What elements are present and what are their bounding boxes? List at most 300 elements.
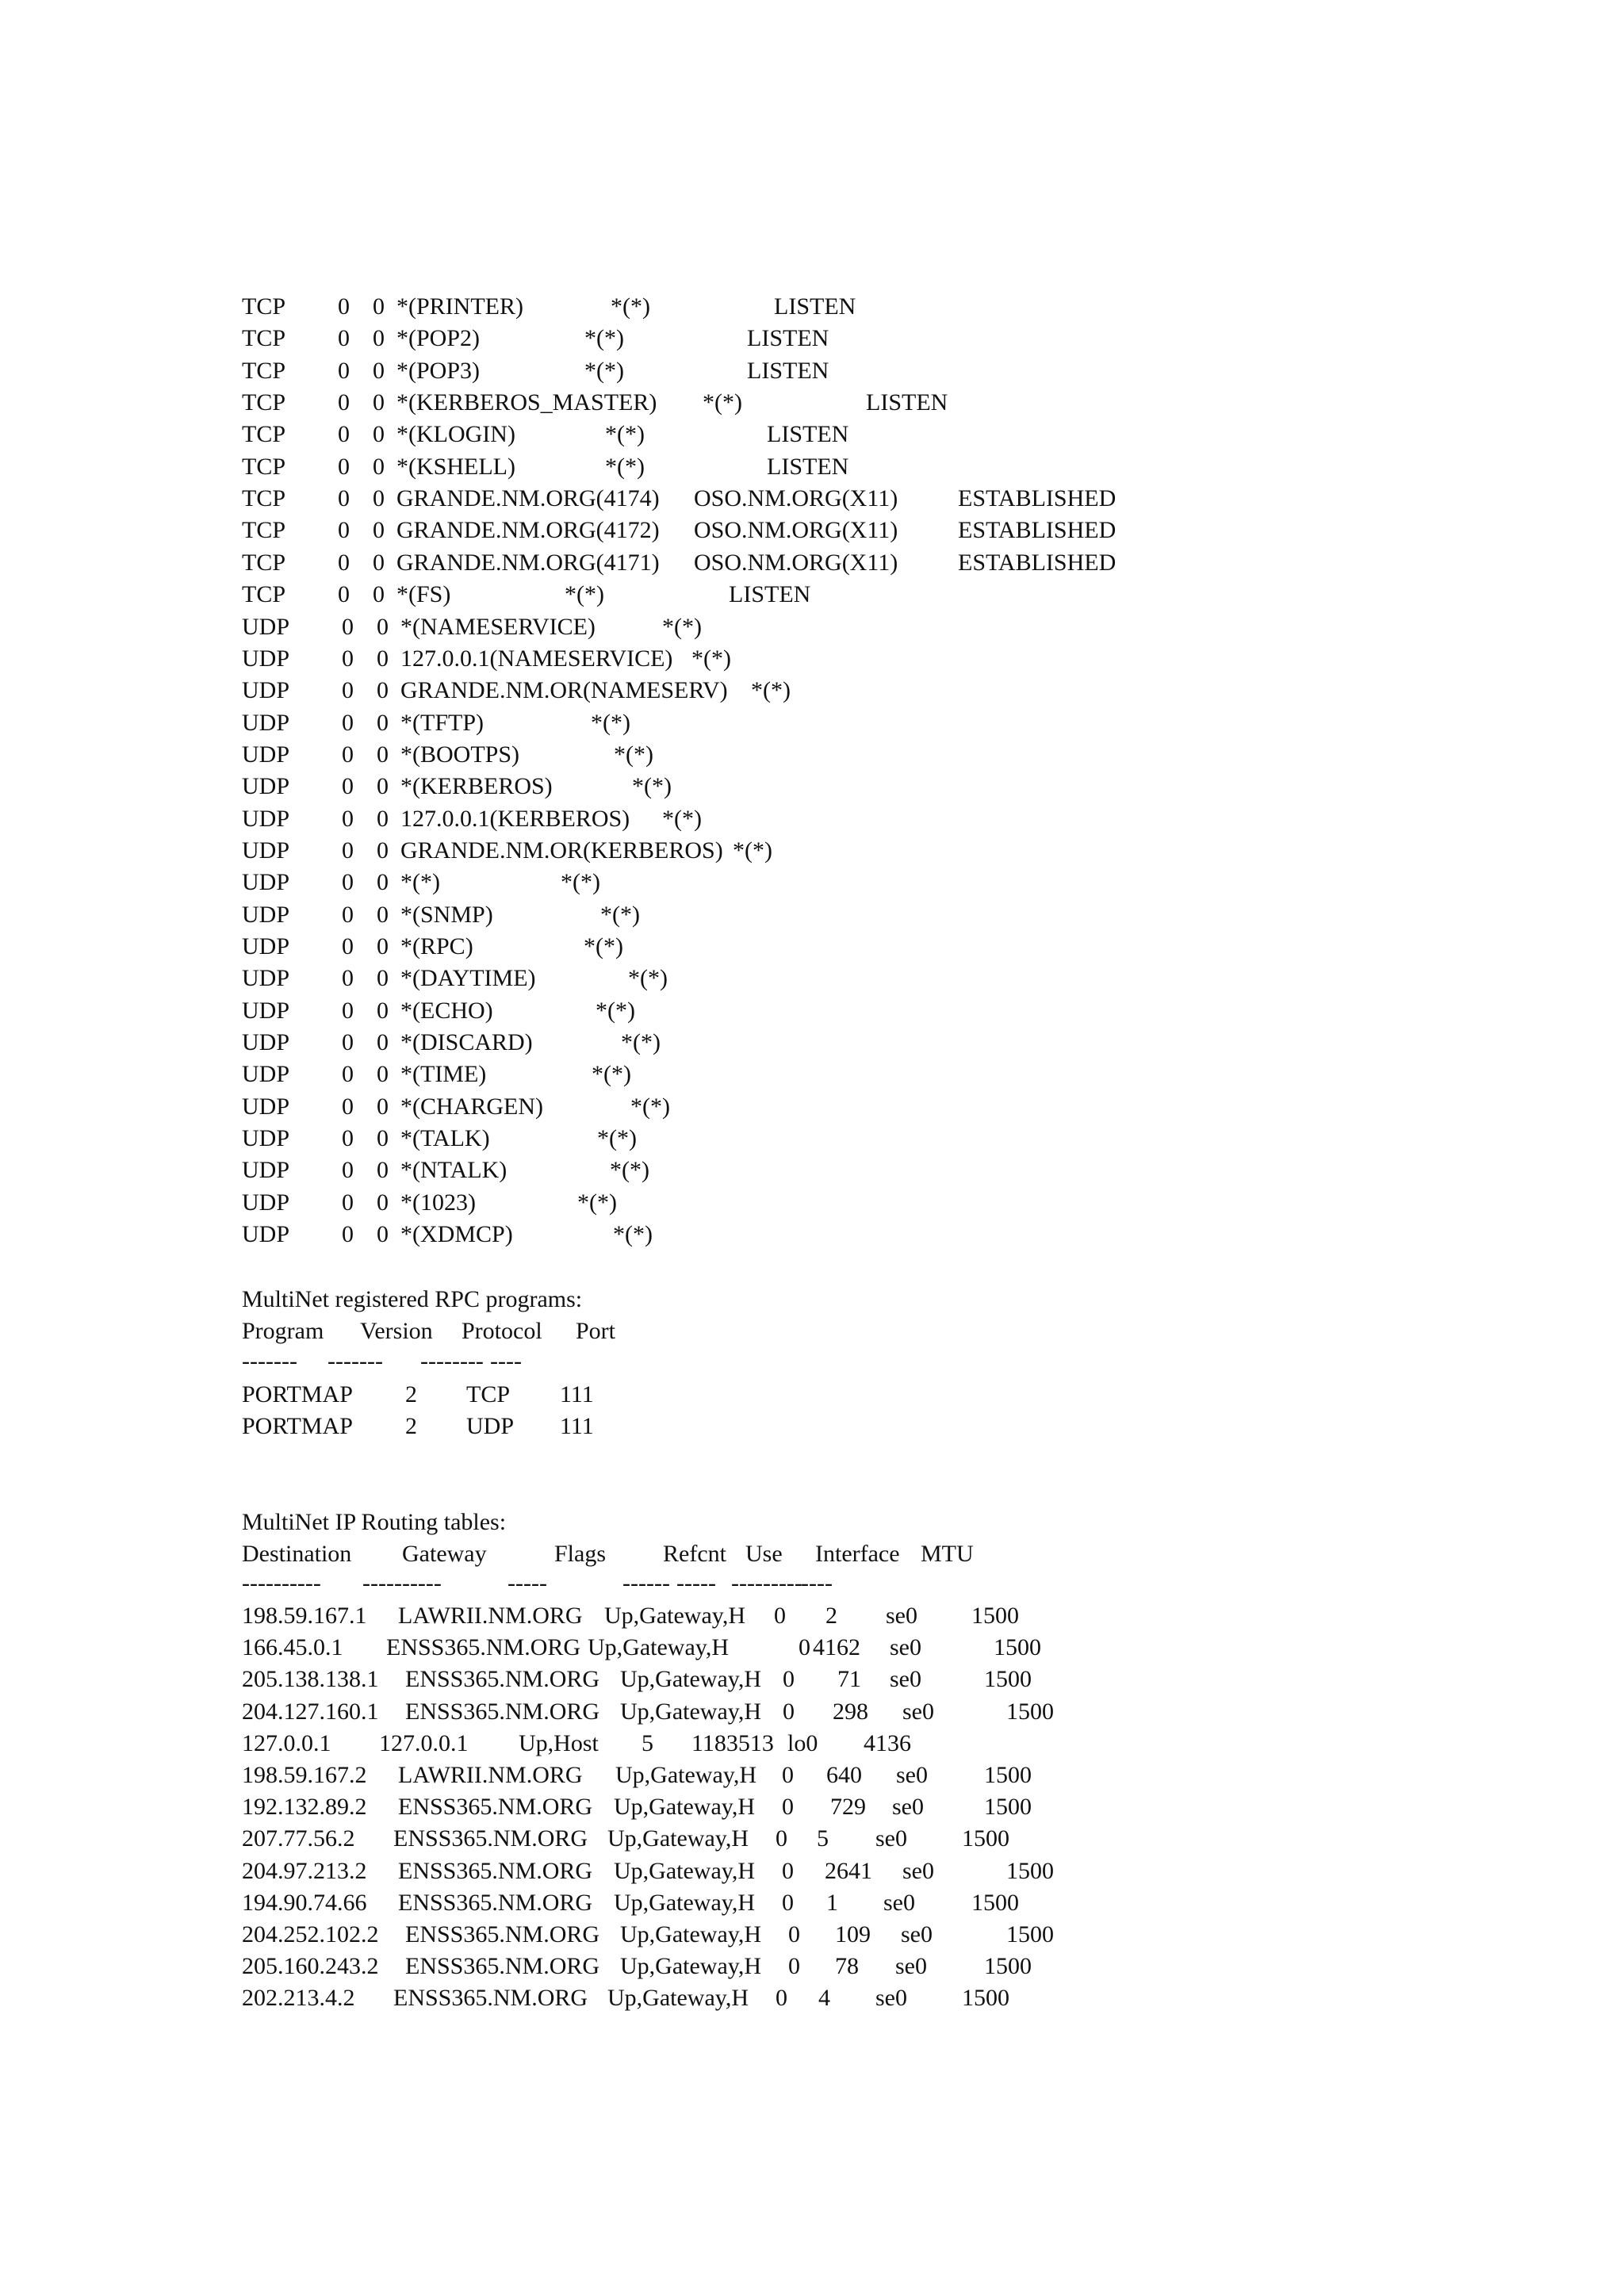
send-q: 0 — [373, 581, 385, 607]
connection-row — [0, 581, 1624, 608]
routing-use: 2 — [825, 1603, 837, 1629]
remote-address: *(*) — [611, 293, 650, 320]
remote-address: *(*) — [662, 614, 702, 640]
rpc-cell: PORTMAP — [242, 1413, 353, 1439]
remote-address: *(*) — [621, 1029, 661, 1055]
send-q: 0 — [373, 485, 385, 511]
routing-mtu: 1500 — [1006, 1698, 1054, 1725]
local-address: *(BOOTPS) — [400, 741, 520, 768]
local-address: *(TIME) — [400, 1061, 487, 1087]
remote-address: *(*) — [733, 837, 772, 864]
routing-interface: se0 — [902, 1858, 934, 1884]
connection-state: LISTEN — [747, 358, 829, 384]
routing-divider-dashes: ---------- — [362, 1570, 442, 1596]
remote-address: *(*) — [703, 389, 742, 416]
routing-flags: Up,Host — [519, 1730, 599, 1756]
connection-row — [0, 741, 1624, 768]
send-q: 0 — [373, 293, 385, 320]
routing-interface: se0 — [896, 1762, 928, 1788]
routing-column-header: Destination — [242, 1541, 352, 1567]
routing-row — [0, 1762, 1624, 1789]
rpc-divider-dashes: ------- — [242, 1348, 297, 1374]
connection-state: LISTEN — [774, 293, 856, 320]
local-address: *(XDMCP) — [400, 1221, 513, 1247]
recv-q: 0 — [342, 1093, 354, 1120]
rpc-cell: 111 — [560, 1413, 594, 1439]
remote-address: OSO.NM.ORG(X11) — [694, 485, 898, 511]
routing-header — [0, 1541, 1624, 1568]
protocol: UDP — [242, 614, 290, 640]
remote-address: *(*) — [577, 1189, 617, 1216]
recv-q: 0 — [342, 1029, 354, 1055]
send-q: 0 — [377, 710, 389, 736]
routing-gateway: ENSS365.NM.ORG — [405, 1666, 600, 1692]
send-q: 0 — [377, 645, 389, 672]
local-address: *(KSHELL) — [396, 454, 515, 480]
routing-flags: Up,Gateway,H — [607, 1985, 749, 2011]
local-address: *(FS) — [396, 581, 451, 607]
routing-refcnt: 0 — [776, 1985, 787, 2011]
local-address: *(PRINTER) — [396, 293, 523, 320]
connection-row — [0, 1221, 1624, 1248]
routing-refcnt: 0 — [788, 1953, 800, 1979]
protocol: UDP — [242, 645, 290, 672]
routing-destination: 192.132.89.2 — [242, 1794, 367, 1820]
protocol: UDP — [242, 773, 290, 799]
local-address: *(*) — [400, 869, 440, 895]
routing-destination: 198.59.167.2 — [242, 1762, 367, 1788]
protocol: UDP — [242, 741, 290, 768]
connection-row — [0, 1029, 1624, 1056]
protocol: UDP — [242, 998, 290, 1024]
protocol: UDP — [242, 1061, 290, 1087]
routing-use: 1 — [826, 1890, 838, 1916]
routing-destination: 207.77.56.2 — [242, 1825, 355, 1852]
routing-use: 1183513 — [691, 1730, 774, 1756]
rpc-cell: TCP — [466, 1381, 511, 1407]
recv-q: 0 — [342, 1189, 354, 1216]
remote-address: *(*) — [597, 1125, 637, 1151]
local-address: *(DISCARD) — [400, 1029, 533, 1055]
local-address: GRANDE.NM.OR(NAMESERV) — [400, 677, 728, 703]
rpc-cell: 2 — [405, 1413, 417, 1439]
routing-mtu: 4136 — [864, 1730, 911, 1756]
routing-mtu: 1500 — [984, 1762, 1032, 1788]
recv-q: 0 — [342, 677, 354, 703]
connection-state: ESTABLISHED — [958, 550, 1116, 576]
connection-state: ESTABLISHED — [958, 517, 1116, 543]
routing-gateway: LAWRII.NM.ORG — [398, 1762, 583, 1788]
routing-flags: Up,Gateway,H — [620, 1921, 761, 1947]
local-address: *(KERBEROS_MASTER) — [396, 389, 657, 416]
routing-flags: Up,Gateway,H — [614, 1890, 755, 1916]
routing-gateway: ENSS365.NM.ORG — [386, 1634, 581, 1660]
protocol: UDP — [242, 1221, 290, 1247]
recv-q: 0 — [342, 1157, 354, 1183]
rpc-cell: 111 — [560, 1381, 594, 1407]
remote-address: *(*) — [584, 933, 623, 959]
connection-row — [0, 965, 1624, 992]
connection-row — [0, 550, 1624, 576]
send-q: 0 — [377, 902, 389, 928]
local-address: GRANDE.NM.ORG(4174) — [396, 485, 660, 511]
routing-interface: se0 — [883, 1890, 915, 1916]
routing-row — [0, 1890, 1624, 1917]
routing-mtu: 1500 — [984, 1794, 1032, 1820]
routing-refcnt: 0 — [776, 1825, 787, 1852]
routing-use: 4162 — [813, 1634, 860, 1660]
recv-q: 0 — [338, 485, 350, 511]
routing-divider-dashes: ----- — [508, 1570, 547, 1596]
routing-refcnt: 0 — [783, 1666, 795, 1692]
local-address: GRANDE.NM.ORG(4172) — [396, 517, 660, 543]
routing-interface: se0 — [875, 1825, 907, 1852]
connection-state: LISTEN — [767, 421, 849, 447]
connection-row — [0, 773, 1624, 800]
connection-row — [0, 389, 1624, 416]
recv-q: 0 — [342, 965, 354, 991]
routing-flags: Up,Gateway,H — [620, 1698, 761, 1725]
local-address: *(DAYTIME) — [400, 965, 536, 991]
local-address: *(KLOGIN) — [396, 421, 515, 447]
routing-column-header: MTU — [921, 1541, 974, 1567]
connection-row — [0, 614, 1624, 641]
local-address: *(TALK) — [400, 1125, 490, 1151]
protocol: UDP — [242, 710, 290, 736]
connection-state: ESTABLISHED — [958, 485, 1116, 511]
rpc-divider-dashes: ------- — [327, 1348, 383, 1374]
routing-row — [0, 1921, 1624, 1948]
routing-destination: 127.0.0.1 — [242, 1730, 331, 1756]
protocol: TCP — [242, 325, 286, 351]
send-q: 0 — [377, 1125, 389, 1151]
routing-mtu: 1500 — [971, 1603, 1019, 1629]
routing-destination: 204.252.102.2 — [242, 1921, 379, 1947]
local-address: *(NTALK) — [400, 1157, 508, 1183]
recv-q: 0 — [338, 454, 350, 480]
routing-divider-dashes: ------ — [622, 1570, 670, 1596]
local-address: *(RPC) — [400, 933, 473, 959]
recv-q: 0 — [338, 517, 350, 543]
send-q: 0 — [377, 837, 389, 864]
routing-gateway: ENSS365.NM.ORG — [398, 1794, 593, 1820]
protocol: TCP — [242, 421, 286, 447]
routing-gateway: ENSS365.NM.ORG — [398, 1858, 593, 1884]
routing-gateway: 127.0.0.1 — [379, 1730, 469, 1756]
connection-row — [0, 933, 1624, 960]
routing-mtu: 1500 — [994, 1634, 1041, 1660]
protocol: UDP — [242, 1189, 290, 1216]
recv-q: 0 — [342, 837, 354, 864]
remote-address: *(*) — [584, 358, 624, 384]
remote-address: *(*) — [613, 1221, 653, 1247]
local-address: *(1023) — [400, 1189, 476, 1216]
routing-title — [0, 1509, 1624, 1536]
local-address: *(ECHO) — [400, 998, 493, 1024]
rpc-row — [0, 1381, 1624, 1408]
send-q: 0 — [377, 1093, 389, 1120]
routing-flags: Up,Gateway,H — [615, 1762, 756, 1788]
rpc-cell: 2 — [405, 1381, 417, 1407]
send-q: 0 — [377, 933, 389, 959]
remote-address: *(*) — [751, 677, 791, 703]
connection-row — [0, 1093, 1624, 1120]
routing-flags: Up,Gateway,H — [607, 1825, 749, 1852]
connection-row — [0, 710, 1624, 737]
connection-row — [0, 454, 1624, 481]
protocol: UDP — [242, 1125, 290, 1151]
recv-q: 0 — [338, 325, 350, 351]
recv-q: 0 — [342, 741, 354, 768]
routing-use: 4 — [818, 1985, 830, 2011]
routing-interface: se0 — [892, 1794, 924, 1820]
rpc-cell: PORTMAP — [242, 1381, 353, 1407]
routing-flags: Up,Gateway,H — [604, 1603, 745, 1629]
routing-use: 640 — [826, 1762, 862, 1788]
routing-flags: Up,Gateway,H — [620, 1953, 761, 1979]
recv-q: 0 — [342, 773, 354, 799]
connection-row — [0, 645, 1624, 672]
rpc-column-header: Program — [242, 1318, 324, 1344]
remote-address: OSO.NM.ORG(X11) — [694, 550, 898, 576]
recv-q: 0 — [342, 1061, 354, 1087]
local-address: 127.0.0.1(NAMESERVICE) — [400, 645, 673, 672]
connection-row — [0, 517, 1624, 544]
recv-q: 0 — [342, 645, 354, 672]
routing-divider-dashes: ---------- — [242, 1570, 321, 1596]
protocol: TCP — [242, 550, 286, 576]
routing-row — [0, 1730, 1624, 1757]
local-address: *(KERBEROS) — [400, 773, 553, 799]
routing-row — [0, 1825, 1624, 1852]
routing-use: 298 — [833, 1698, 868, 1725]
routing-flags: Up,Gateway,H — [620, 1666, 761, 1692]
connection-row — [0, 1125, 1624, 1152]
routing-mtu: 1500 — [984, 1953, 1032, 1979]
recv-q: 0 — [342, 902, 354, 928]
rpc-divider-dashes: ---- — [490, 1348, 522, 1374]
protocol: TCP — [242, 358, 286, 384]
connection-state: LISTEN — [866, 389, 948, 416]
protocol: UDP — [242, 677, 290, 703]
rpc-column-header: Protocol — [462, 1318, 542, 1344]
routing-use: 71 — [837, 1666, 861, 1692]
remote-address: *(*) — [584, 325, 624, 351]
routing-refcnt: 0 — [782, 1762, 794, 1788]
send-q: 0 — [373, 389, 385, 416]
send-q: 0 — [377, 1157, 389, 1183]
routing-column-header: Interface — [815, 1541, 900, 1567]
send-q: 0 — [377, 998, 389, 1024]
send-q: 0 — [377, 614, 389, 640]
routing-mtu: 1500 — [971, 1890, 1019, 1916]
rpc-title — [0, 1286, 1624, 1313]
local-address: *(POP3) — [396, 358, 481, 384]
routing-destination: 194.90.74.66 — [242, 1890, 367, 1916]
routing-row — [0, 1794, 1624, 1821]
connection-row — [0, 677, 1624, 704]
send-q: 0 — [377, 773, 389, 799]
recv-q: 0 — [342, 710, 354, 736]
routing-refcnt: 0 — [799, 1634, 810, 1660]
remote-address: *(*) — [600, 902, 640, 928]
remote-address: OSO.NM.ORG(X11) — [694, 517, 898, 543]
routing-gateway: ENSS365.NM.ORG — [405, 1953, 600, 1979]
routing-interface: se0 — [890, 1634, 921, 1660]
routing-title-text: MultiNet IP Routing tables: — [242, 1509, 507, 1535]
routing-divider-dashes: --------- — [731, 1570, 802, 1596]
routing-row — [0, 1953, 1624, 1980]
routing-column-header: Gateway — [402, 1541, 487, 1567]
recv-q: 0 — [338, 421, 350, 447]
send-q: 0 — [373, 325, 385, 351]
routing-gateway: ENSS365.NM.ORG — [393, 1825, 588, 1852]
routing-destination: 202.213.4.2 — [242, 1985, 355, 2011]
protocol: TCP — [242, 581, 286, 607]
protocol: TCP — [242, 517, 286, 543]
remote-address: *(*) — [565, 581, 604, 607]
remote-address: *(*) — [610, 1157, 649, 1183]
routing-use: 78 — [835, 1953, 859, 1979]
routing-interface: se0 — [901, 1921, 933, 1947]
routing-flags: Up,Gateway,H — [614, 1794, 755, 1820]
local-address: *(NAMESERVICE) — [400, 614, 596, 640]
connection-row — [0, 1061, 1624, 1088]
recv-q: 0 — [338, 581, 350, 607]
connection-row — [0, 1189, 1624, 1216]
remote-address: *(*) — [596, 998, 635, 1024]
protocol: UDP — [242, 1093, 290, 1120]
connection-row — [0, 325, 1624, 352]
local-address: *(POP2) — [396, 325, 481, 351]
routing-mtu: 1500 — [962, 1985, 1009, 2011]
rpc-divider-dashes: -------- — [420, 1348, 484, 1374]
routing-mtu: 1500 — [984, 1666, 1032, 1692]
send-q: 0 — [377, 806, 389, 832]
send-q: 0 — [373, 358, 385, 384]
routing-destination: 166.45.0.1 — [242, 1634, 343, 1660]
rpc-column-header: Port — [576, 1318, 616, 1344]
routing-use: 109 — [835, 1921, 871, 1947]
local-address: *(SNMP) — [400, 902, 493, 928]
routing-flags: Up,Gateway,H — [614, 1858, 755, 1884]
routing-column-header: Refcnt — [663, 1541, 726, 1567]
routing-interface: lo0 — [787, 1730, 818, 1756]
local-address: GRANDE.NM.ORG(4171) — [396, 550, 660, 576]
remote-address: *(*) — [691, 645, 731, 672]
send-q: 0 — [373, 421, 385, 447]
send-q: 0 — [377, 1221, 389, 1247]
protocol: UDP — [242, 1157, 290, 1183]
remote-address: *(*) — [605, 421, 645, 447]
routing-row — [0, 1666, 1624, 1693]
routing-divider-dashes: ---- — [801, 1570, 833, 1596]
recv-q: 0 — [342, 998, 354, 1024]
send-q: 0 — [377, 965, 389, 991]
send-q: 0 — [373, 454, 385, 480]
routing-refcnt: 0 — [774, 1603, 786, 1629]
recv-q: 0 — [338, 389, 350, 416]
recv-q: 0 — [338, 550, 350, 576]
recv-q: 0 — [342, 806, 354, 832]
routing-gateway: ENSS365.NM.ORG — [405, 1921, 600, 1947]
rpc-divider — [0, 1348, 1624, 1375]
local-address: 127.0.0.1(KERBEROS) — [400, 806, 630, 832]
connection-state: LISTEN — [729, 581, 811, 607]
routing-gateway: ENSS365.NM.ORG — [393, 1985, 588, 2011]
routing-use: 5 — [817, 1825, 829, 1852]
connection-row — [0, 902, 1624, 929]
routing-divider-dashes: ----- — [676, 1570, 716, 1596]
send-q: 0 — [377, 1029, 389, 1055]
routing-row — [0, 1603, 1624, 1630]
connection-state: LISTEN — [747, 325, 829, 351]
connection-row — [0, 1157, 1624, 1184]
routing-gateway: LAWRII.NM.ORG — [398, 1603, 583, 1629]
remote-address: *(*) — [630, 1093, 670, 1120]
rpc-column-header: Version — [360, 1318, 433, 1344]
send-q: 0 — [377, 741, 389, 768]
routing-interface: se0 — [902, 1698, 934, 1725]
routing-gateway: ENSS365.NM.ORG — [405, 1698, 600, 1725]
remote-address: *(*) — [628, 965, 668, 991]
routing-row — [0, 1985, 1624, 2012]
routing-use: 729 — [830, 1794, 866, 1820]
routing-destination: 205.160.243.2 — [242, 1953, 379, 1979]
connection-row — [0, 837, 1624, 864]
routing-row — [0, 1698, 1624, 1725]
routing-row — [0, 1634, 1624, 1661]
routing-interface: se0 — [886, 1603, 917, 1629]
routing-column-header: Flags — [554, 1541, 607, 1567]
local-address: GRANDE.NM.OR(KERBEROS) — [400, 837, 723, 864]
routing-divider — [0, 1570, 1624, 1597]
send-q: 0 — [377, 1061, 389, 1087]
protocol: UDP — [242, 965, 290, 991]
routing-destination: 205.138.138.1 — [242, 1666, 379, 1692]
connection-row — [0, 806, 1624, 833]
connection-state: LISTEN — [767, 454, 849, 480]
protocol: UDP — [242, 933, 290, 959]
routing-interface: se0 — [890, 1666, 921, 1692]
routing-refcnt: 0 — [782, 1794, 794, 1820]
remote-address: *(*) — [614, 741, 653, 768]
rpc-title-text: MultiNet registered RPC programs: — [242, 1286, 583, 1312]
rpc-header — [0, 1318, 1624, 1345]
routing-refcnt: 0 — [783, 1698, 795, 1725]
send-q: 0 — [377, 1189, 389, 1216]
protocol: UDP — [242, 869, 290, 895]
routing-gateway: ENSS365.NM.ORG — [398, 1890, 593, 1916]
recv-q: 0 — [338, 358, 350, 384]
routing-mtu: 1500 — [1006, 1858, 1054, 1884]
rpc-row — [0, 1413, 1624, 1440]
recv-q: 0 — [342, 1125, 354, 1151]
recv-q: 0 — [342, 1221, 354, 1247]
protocol: UDP — [242, 837, 290, 864]
send-q: 0 — [373, 550, 385, 576]
routing-flags: Up,Gateway,H — [588, 1634, 729, 1660]
remote-address: *(*) — [605, 454, 645, 480]
protocol: UDP — [242, 806, 290, 832]
routing-row — [0, 1858, 1624, 1885]
routing-mtu: 1500 — [962, 1825, 1009, 1852]
connection-row — [0, 485, 1624, 512]
protocol: UDP — [242, 902, 290, 928]
routing-mtu: 1500 — [1006, 1921, 1054, 1947]
protocol: TCP — [242, 454, 286, 480]
routing-destination: 204.97.213.2 — [242, 1858, 367, 1884]
